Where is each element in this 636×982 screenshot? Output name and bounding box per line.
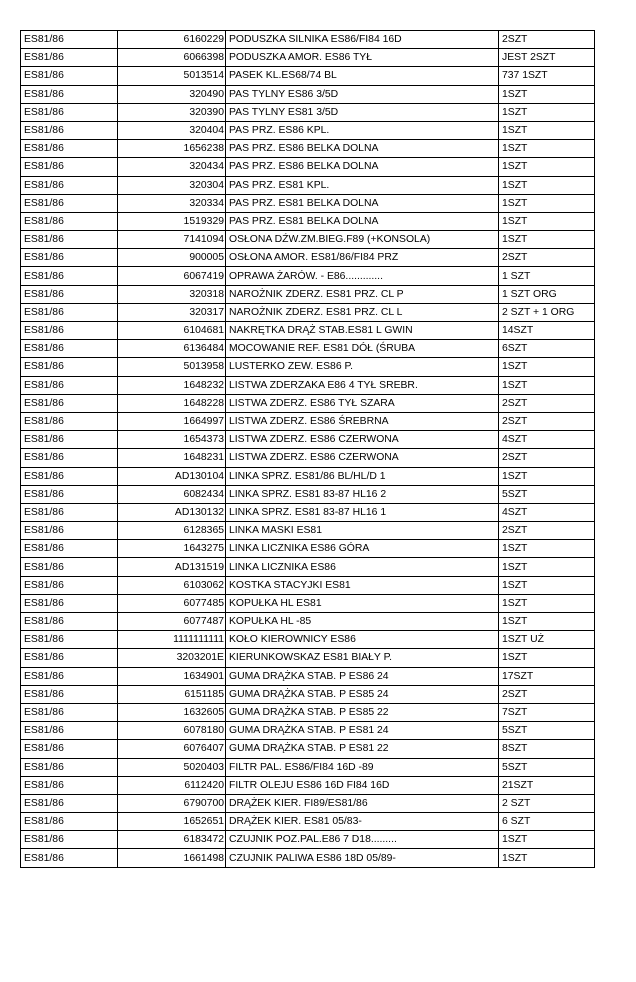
table-row: [21, 340, 595, 358]
quantity-cell: 1 SZT ORG: [499, 285, 595, 303]
quantity-cell: 6SZT: [499, 340, 595, 358]
part-number-cell: 6790700: [118, 794, 226, 812]
model-cell: ES81/86: [21, 212, 118, 230]
quantity-cell: 2SZT: [499, 522, 595, 540]
part-number-cell: 320404: [118, 121, 226, 139]
model-cell: ES81/86: [21, 703, 118, 721]
table-row: [21, 103, 595, 121]
quantity-cell: 1SZT: [499, 594, 595, 612]
quantity-cell: 1SZT: [499, 376, 595, 394]
table-row: [21, 322, 595, 340]
part-name-cell: FILTR OLEJU ES86 16D FI84 16D: [226, 776, 499, 794]
part-number-cell: 900005: [118, 249, 226, 267]
part-number-cell: 6136484: [118, 340, 226, 358]
table-row: [21, 449, 595, 467]
model-cell: ES81/86: [21, 849, 118, 867]
part-name-cell: KOPUŁKA HL ES81: [226, 594, 499, 612]
model-cell: ES81/86: [21, 121, 118, 139]
model-cell: ES81/86: [21, 67, 118, 85]
part-name-cell: PAS PRZ. ES86 KPL.: [226, 121, 499, 139]
part-number-cell: 5020403: [118, 758, 226, 776]
part-number-cell: 6077485: [118, 594, 226, 612]
table-row: [21, 613, 595, 631]
model-cell: ES81/86: [21, 722, 118, 740]
part-name-cell: PASEK KL.ES68/74 BL: [226, 67, 499, 85]
part-number-cell: 320334: [118, 194, 226, 212]
model-cell: ES81/86: [21, 449, 118, 467]
part-number-cell: 1648232: [118, 376, 226, 394]
model-cell: ES81/86: [21, 358, 118, 376]
part-number-cell: AD130104: [118, 467, 226, 485]
quantity-cell: 1SZT: [499, 613, 595, 631]
model-cell: ES81/86: [21, 85, 118, 103]
quantity-cell: 14SZT: [499, 322, 595, 340]
quantity-cell: 1SZT: [499, 576, 595, 594]
part-name-cell: OSŁONA AMOR. ES81/86/FI84 PRZ: [226, 249, 499, 267]
model-cell: ES81/86: [21, 522, 118, 540]
table-row: [21, 394, 595, 412]
quantity-cell: 1 SZT: [499, 267, 595, 285]
part-number-cell: 1664997: [118, 412, 226, 430]
part-number-cell: 6104681: [118, 322, 226, 340]
model-cell: ES81/86: [21, 49, 118, 67]
model-cell: ES81/86: [21, 376, 118, 394]
part-name-cell: NAROŻNIK ZDERZ. ES81 PRZ. CL L: [226, 303, 499, 321]
quantity-cell: 1SZT: [499, 231, 595, 249]
part-number-cell: 6078180: [118, 722, 226, 740]
table-row: [21, 267, 595, 285]
table-row: [21, 576, 595, 594]
table-row: [21, 376, 595, 394]
part-name-cell: PODUSZKA AMOR. ES86 TYŁ: [226, 49, 499, 67]
table-row: [21, 303, 595, 321]
model-cell: ES81/86: [21, 103, 118, 121]
quantity-cell: 21SZT: [499, 776, 595, 794]
quantity-cell: 4SZT: [499, 431, 595, 449]
part-number-cell: 1632605: [118, 703, 226, 721]
model-cell: ES81/86: [21, 758, 118, 776]
part-number-cell: 1661498: [118, 849, 226, 867]
part-name-cell: DRĄŻEK KIER. ES81 05/83-: [226, 813, 499, 831]
model-cell: ES81/86: [21, 485, 118, 503]
part-number-cell: 6066398: [118, 49, 226, 67]
table-row: [21, 467, 595, 485]
table-row: [21, 776, 595, 794]
part-number-cell: 320434: [118, 158, 226, 176]
part-name-cell: LINKA SPRZ. ES81/86 BL/HL/D 1: [226, 467, 499, 485]
parts-table: [20, 30, 595, 868]
model-cell: ES81/86: [21, 594, 118, 612]
quantity-cell: 6 SZT: [499, 813, 595, 831]
part-name-cell: CZUJNIK PALIWA ES86 18D 05/89-: [226, 849, 499, 867]
quantity-cell: 1SZT: [499, 85, 595, 103]
part-number-cell: 7141094: [118, 231, 226, 249]
quantity-cell: 1SZT: [499, 121, 595, 139]
table-row: [21, 158, 595, 176]
part-number-cell: 320304: [118, 176, 226, 194]
table-row: [21, 685, 595, 703]
table-row: [21, 503, 595, 521]
quantity-cell: 2SZT: [499, 31, 595, 49]
quantity-cell: 2 SZT + 1 ORG: [499, 303, 595, 321]
part-number-cell: 6128365: [118, 522, 226, 540]
model-cell: ES81/86: [21, 31, 118, 49]
table-row: [21, 231, 595, 249]
table-row: [21, 67, 595, 85]
part-name-cell: GUMA DRĄŻKA STAB. P ES85 22: [226, 703, 499, 721]
part-number-cell: AD131519: [118, 558, 226, 576]
part-name-cell: GUMA DRĄŻKA STAB. P ES81 24: [226, 722, 499, 740]
table-row: [21, 412, 595, 430]
part-name-cell: LINKA LICZNIKA ES86: [226, 558, 499, 576]
table-row: [21, 849, 595, 867]
quantity-cell: 2SZT: [499, 249, 595, 267]
model-cell: ES81/86: [21, 467, 118, 485]
table-row: [21, 540, 595, 558]
part-name-cell: LISTWA ZDERZ. ES86 CZERWONA: [226, 431, 499, 449]
table-row: [21, 813, 595, 831]
part-name-cell: PAS PRZ. ES81 BELKA DOLNA: [226, 194, 499, 212]
part-name-cell: KIERUNKOWSKAZ ES81 BIAŁY P.: [226, 649, 499, 667]
part-name-cell: PAS TYLNY ES81 3/5D: [226, 103, 499, 121]
model-cell: ES81/86: [21, 831, 118, 849]
part-name-cell: OPRAWA ŻARÓW. - E86.............: [226, 267, 499, 285]
table-row: [21, 522, 595, 540]
model-cell: ES81/86: [21, 303, 118, 321]
part-number-cell: 1654373: [118, 431, 226, 449]
parts-table-body: [21, 31, 595, 868]
part-number-cell: 320317: [118, 303, 226, 321]
table-row: [21, 667, 595, 685]
part-name-cell: MOCOWANIE REF. ES81 DÓŁ (ŚRUBA: [226, 340, 499, 358]
part-number-cell: 1656238: [118, 140, 226, 158]
part-number-cell: 6103062: [118, 576, 226, 594]
part-number-cell: 3203201E: [118, 649, 226, 667]
quantity-cell: 1SZT: [499, 140, 595, 158]
table-row: [21, 703, 595, 721]
part-name-cell: PAS PRZ. ES81 BELKA DOLNA: [226, 212, 499, 230]
table-row: [21, 31, 595, 49]
model-cell: ES81/86: [21, 176, 118, 194]
part-name-cell: PAS PRZ. ES81 KPL.: [226, 176, 499, 194]
quantity-cell: 1SZT: [499, 358, 595, 376]
part-name-cell: LINKA MASKI ES81: [226, 522, 499, 540]
quantity-cell: 2SZT: [499, 394, 595, 412]
table-row: [21, 194, 595, 212]
quantity-cell: 1SZT: [499, 849, 595, 867]
table-row: [21, 794, 595, 812]
quantity-cell: 7SZT: [499, 703, 595, 721]
part-name-cell: FILTR PAL. ES86/FI84 16D -89: [226, 758, 499, 776]
part-number-cell: 1648231: [118, 449, 226, 467]
model-cell: ES81/86: [21, 667, 118, 685]
part-name-cell: NAKRĘTKA DRĄŻ STAB.ES81 L GWIN: [226, 322, 499, 340]
part-number-cell: 5013958: [118, 358, 226, 376]
part-name-cell: CZUJNIK POZ.PAL.E86 7 D18.........: [226, 831, 499, 849]
part-name-cell: OSŁONA DŹW.ZM.BIEG.F89 (+KONSOLA): [226, 231, 499, 249]
quantity-cell: 4SZT: [499, 503, 595, 521]
table-row: [21, 285, 595, 303]
part-name-cell: PAS TYLNY ES86 3/5D: [226, 85, 499, 103]
quantity-cell: JEST 2SZT: [499, 49, 595, 67]
quantity-cell: 17SZT: [499, 667, 595, 685]
part-number-cell: 6067419: [118, 267, 226, 285]
part-number-cell: 6183472: [118, 831, 226, 849]
table-row: [21, 358, 595, 376]
model-cell: ES81/86: [21, 558, 118, 576]
model-cell: ES81/86: [21, 231, 118, 249]
model-cell: ES81/86: [21, 776, 118, 794]
table-row: [21, 831, 595, 849]
table-row: [21, 121, 595, 139]
model-cell: ES81/86: [21, 685, 118, 703]
quantity-cell: 1SZT: [499, 649, 595, 667]
model-cell: ES81/86: [21, 794, 118, 812]
part-name-cell: KOPUŁKA HL -85: [226, 613, 499, 631]
model-cell: ES81/86: [21, 412, 118, 430]
quantity-cell: 2SZT: [499, 412, 595, 430]
model-cell: ES81/86: [21, 267, 118, 285]
part-number-cell: 320318: [118, 285, 226, 303]
table-row: [21, 49, 595, 67]
part-number-cell: 320490: [118, 85, 226, 103]
model-cell: ES81/86: [21, 340, 118, 358]
model-cell: ES81/86: [21, 322, 118, 340]
table-row: [21, 85, 595, 103]
table-row: [21, 722, 595, 740]
model-cell: ES81/86: [21, 194, 118, 212]
part-number-cell: 1652651: [118, 813, 226, 831]
table-row: [21, 649, 595, 667]
model-cell: ES81/86: [21, 431, 118, 449]
model-cell: ES81/86: [21, 613, 118, 631]
part-number-cell: 320390: [118, 103, 226, 121]
table-row: [21, 485, 595, 503]
part-number-cell: 6151185: [118, 685, 226, 703]
model-cell: ES81/86: [21, 285, 118, 303]
quantity-cell: 1SZT UŻ: [499, 631, 595, 649]
quantity-cell: 737 1SZT: [499, 67, 595, 85]
table-row: [21, 740, 595, 758]
quantity-cell: 5SZT: [499, 722, 595, 740]
table-row: [21, 758, 595, 776]
model-cell: ES81/86: [21, 740, 118, 758]
table-row: [21, 558, 595, 576]
table-row: [21, 431, 595, 449]
model-cell: ES81/86: [21, 249, 118, 267]
part-number-cell: 1519329: [118, 212, 226, 230]
table-row: [21, 594, 595, 612]
table-row: [21, 176, 595, 194]
model-cell: ES81/86: [21, 140, 118, 158]
part-name-cell: LISTWA ZDERZ. ES86 ŚREBRNA: [226, 412, 499, 430]
part-name-cell: LUSTERKO ZEW. ES86 P.: [226, 358, 499, 376]
quantity-cell: 2SZT: [499, 685, 595, 703]
part-name-cell: LISTWA ZDERZ. ES86 CZERWONA: [226, 449, 499, 467]
model-cell: ES81/86: [21, 540, 118, 558]
part-number-cell: 6112420: [118, 776, 226, 794]
part-name-cell: GUMA DRĄŻKA STAB. P ES86 24: [226, 667, 499, 685]
quantity-cell: 1SZT: [499, 558, 595, 576]
part-number-cell: 1111111111: [118, 631, 226, 649]
part-number-cell: 1648228: [118, 394, 226, 412]
quantity-cell: 1SZT: [499, 194, 595, 212]
model-cell: ES81/86: [21, 394, 118, 412]
quantity-cell: 5SZT: [499, 485, 595, 503]
part-name-cell: DRĄŻEK KIER. FI89/ES81/86: [226, 794, 499, 812]
part-name-cell: LINKA SPRZ. ES81 83-87 HL16 1: [226, 503, 499, 521]
table-row: [21, 631, 595, 649]
quantity-cell: 1SZT: [499, 158, 595, 176]
model-cell: ES81/86: [21, 631, 118, 649]
model-cell: ES81/86: [21, 503, 118, 521]
part-name-cell: PODUSZKA SILNIKA ES86/FI84 16D: [226, 31, 499, 49]
part-name-cell: PAS PRZ. ES86 BELKA DOLNA: [226, 158, 499, 176]
part-name-cell: LISTWA ZDERZAKA E86 4 TYŁ SREBR.: [226, 376, 499, 394]
quantity-cell: 2 SZT: [499, 794, 595, 812]
model-cell: ES81/86: [21, 649, 118, 667]
quantity-cell: 1SZT: [499, 831, 595, 849]
part-name-cell: KOŁO KIEROWNICY ES86: [226, 631, 499, 649]
part-name-cell: LISTWA ZDERZ. ES86 TYŁ SZARA: [226, 394, 499, 412]
quantity-cell: 1SZT: [499, 176, 595, 194]
model-cell: ES81/86: [21, 158, 118, 176]
table-row: [21, 140, 595, 158]
part-name-cell: KOSTKA STACYJKI ES81: [226, 576, 499, 594]
part-name-cell: LINKA LICZNIKA ES86 GÓRA: [226, 540, 499, 558]
part-number-cell: 6077487: [118, 613, 226, 631]
part-number-cell: 6076407: [118, 740, 226, 758]
part-name-cell: PAS PRZ. ES86 BELKA DOLNA: [226, 140, 499, 158]
part-name-cell: NAROŻNIK ZDERZ. ES81 PRZ. CL P: [226, 285, 499, 303]
table-row: [21, 249, 595, 267]
quantity-cell: 1SZT: [499, 212, 595, 230]
part-number-cell: 6160229: [118, 31, 226, 49]
model-cell: ES81/86: [21, 576, 118, 594]
part-number-cell: 1634901: [118, 667, 226, 685]
quantity-cell: 8SZT: [499, 740, 595, 758]
part-number-cell: 1643275: [118, 540, 226, 558]
quantity-cell: 2SZT: [499, 449, 595, 467]
table-row: [21, 212, 595, 230]
part-name-cell: GUMA DRĄŻKA STAB. P ES85 24: [226, 685, 499, 703]
quantity-cell: 1SZT: [499, 467, 595, 485]
part-name-cell: LINKA SPRZ. ES81 83-87 HL16 2: [226, 485, 499, 503]
part-number-cell: AD130132: [118, 503, 226, 521]
quantity-cell: 5SZT: [499, 758, 595, 776]
part-number-cell: 6082434: [118, 485, 226, 503]
part-name-cell: GUMA DRĄŻKA STAB. P ES81 22: [226, 740, 499, 758]
part-number-cell: 5013514: [118, 67, 226, 85]
model-cell: ES81/86: [21, 813, 118, 831]
quantity-cell: 1SZT: [499, 540, 595, 558]
quantity-cell: 1SZT: [499, 103, 595, 121]
